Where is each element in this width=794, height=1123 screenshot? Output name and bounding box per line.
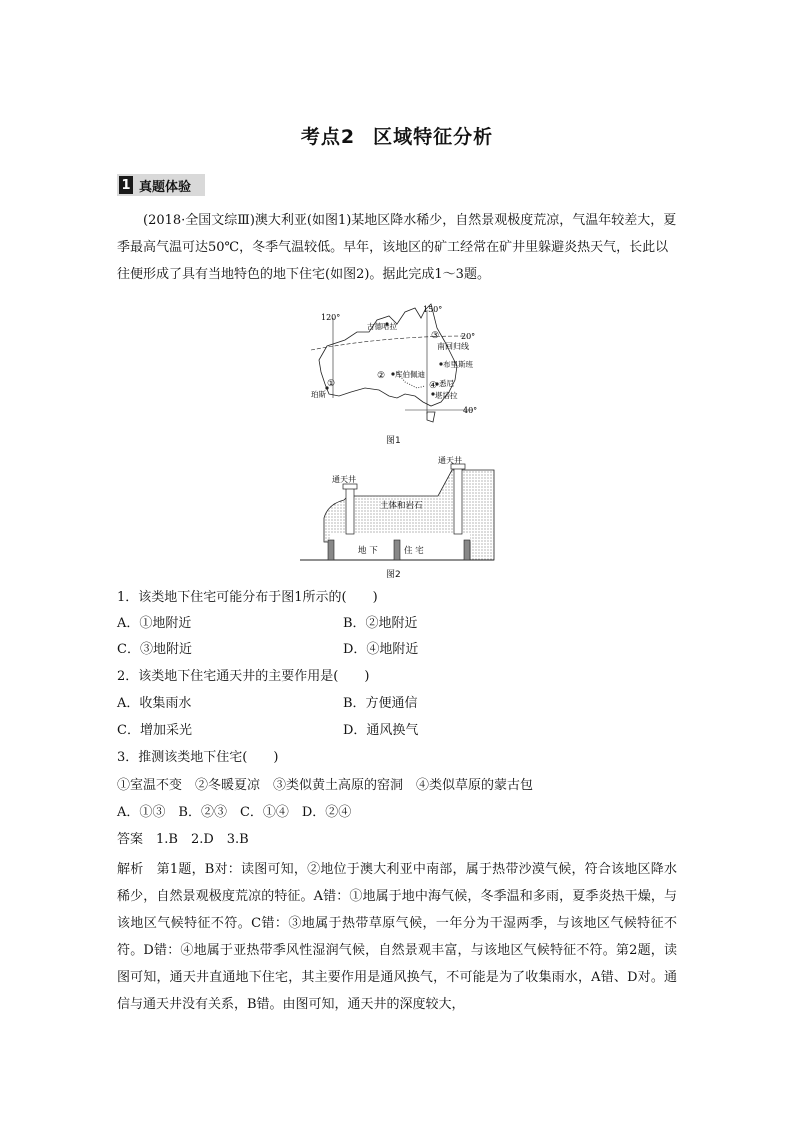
section-header	[117, 174, 205, 196]
q2-option-b: B．方便通信	[343, 696, 418, 711]
q3-stem: 3．推测该类地下住宅( )	[117, 750, 279, 765]
q2-stem: 2．该类地下住宅通天井的主要作用是( )	[117, 669, 370, 684]
mark-1: ①	[327, 379, 336, 389]
analysis-paragraph: 解析 第1题，B对：读图可知，②地位于澳大利亚中南部，属于热带沙漠气候，符合该地区降水稀少，自然景观极度荒凉的特征。A错：①地属于地中海气候，冬季温和多雨，夏季炎热干燥，与该地区气候特征不符。C错：③地属于热带草原气候，一年分为干湿两季，与该地区气候特征不符。D错：④地属于亚热带季风性湿润气候，自然景观丰富，与该地区气候特征不符。第2题，读图可知，通天井直通地下住宅，其主要作用是通风换气，不可能是为了收集雨水，A错、D对。通信与通天井没有关系，B错。由图可知，通天井的深度较大，	[117, 862, 677, 1012]
q1-stem: 1．该类地下住宅可能分布于图1所示的( )	[117, 590, 378, 605]
lat1-label: 20°	[461, 332, 476, 341]
q1-option-a: A．①地附近	[117, 616, 192, 631]
city-label-4: 悉尼	[439, 379, 454, 388]
q3-options: A．①③ B．②③ C．①④ D．②④	[117, 805, 352, 820]
page-title	[0, 122, 794, 149]
q1-option-b: B．②地附近	[343, 616, 418, 631]
lon1-label: 120°	[321, 313, 341, 322]
figure2-caption: 图2	[386, 570, 401, 580]
tasmania-outline	[427, 412, 435, 422]
city-label-6: 珀斯	[311, 390, 326, 399]
city-label-3: 布里斯班	[443, 360, 473, 369]
shaft2-label: 通天井	[438, 456, 462, 465]
mark-3: ③	[431, 331, 440, 341]
mark-4: ④	[429, 381, 438, 391]
figure1-australia-map	[305, 302, 500, 432]
figure2-underground-house	[298, 456, 508, 566]
title-topic-name: 区域特征分析	[373, 126, 494, 148]
title-topic-number: 考点2	[300, 126, 356, 148]
q2-option-d: D．通风换气	[343, 723, 419, 738]
answer-line: 答案 1.B 2.D 3.B	[117, 832, 249, 847]
q3-items: ①室温不变 ②冬暖夏凉 ③类似黄土高原的窑洞 ④类似草原的蒙古包	[117, 778, 534, 793]
section-label: 真题体验	[139, 179, 192, 195]
house-label-2: 住 宅	[404, 546, 424, 556]
city-label-5: 堪培拉	[435, 391, 458, 400]
tropic-label: 南回归线	[437, 342, 469, 351]
lon2-label: 150°	[423, 305, 443, 314]
rock-label: 土体和岩石	[380, 501, 423, 511]
shaft1-label: 通天井	[332, 475, 356, 484]
mark-2: ②	[377, 371, 386, 381]
section-number: 1	[119, 176, 133, 194]
figure1-caption: 图1	[386, 436, 401, 446]
lat2-label: 40°	[463, 406, 478, 415]
q1-option-d: D．④地附近	[343, 642, 419, 657]
q1-option-c: C．③地附近	[117, 642, 192, 657]
city-label-2: 库伯佩迪	[395, 370, 425, 379]
city-label-1: 古德哈拉	[367, 322, 397, 331]
intro-paragraph: (2018·全国文综Ⅲ)澳大利亚(如图1)某地区降水稀少，自然景观极度荒凉，气温年较差大，夏季最高气温可达50℃，冬季气温较低。早年，该地区的矿工经常在矿井里躲避炎热天气，长此以往便形成了具有当地特色的地下住宅(如图2)。据此完成1～3题。	[117, 213, 677, 282]
shaft-left	[346, 486, 354, 534]
q2-option-c: C．增加采光	[117, 723, 192, 738]
shaft-right	[454, 468, 462, 534]
q2-option-a: A．收集雨水	[117, 696, 192, 711]
house-label-1: 地 下	[358, 546, 378, 556]
